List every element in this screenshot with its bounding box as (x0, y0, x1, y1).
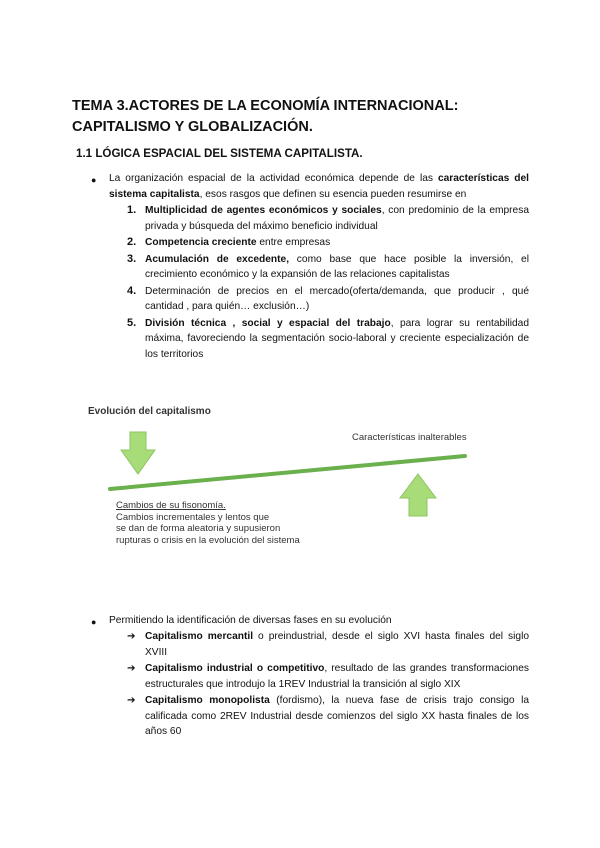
diagram-bottom-line: rupturas o crisis en la evolución del sistema (116, 534, 300, 546)
list-number: 3. (127, 252, 137, 265)
list-item (127, 661, 529, 692)
phases-intro: Permitiendo la identificación de diversas fases en su evolución (109, 615, 392, 626)
list-item (127, 252, 529, 283)
list-number: 5. (127, 316, 137, 329)
item-bold: Multiplicidad de agentes económicos y sociales (145, 205, 382, 216)
section-subtitle: 1.1 LÓGICA ESPACIAL DEL SISTEMA CAPITALISTA. (76, 147, 363, 160)
item-text: , resultado de las grandes transformaciones estructurales que introdujo la 1REV Industrial la transición al siglo XIX (145, 663, 529, 690)
list-item (127, 629, 529, 660)
item-text: , con predominio de la empresa privada y búsqueda del máximo beneficio individual (145, 205, 529, 232)
diagram-title: Evolución del capitalismo (88, 406, 211, 417)
list-item (127, 284, 529, 315)
list-number: 4. (127, 284, 137, 297)
arrow-icon: ➔ (127, 631, 136, 642)
diagram-bottom-line: Cambios incrementales y lentos que (116, 511, 270, 523)
item-text: Determinación de precios en el mercado(oferta/demanda, que producir , qué cantidad , para quién… exclusión…) (145, 285, 529, 312)
item-bold: Capitalismo industrial o competitivo (145, 663, 325, 674)
down-arrow-icon (121, 432, 155, 474)
arrow-icon: ➔ (127, 695, 136, 706)
arrow-icon: ➔ (127, 663, 136, 674)
list-number: 1. (127, 204, 137, 216)
characteristics-list (127, 203, 529, 363)
item-bold: Competencia creciente (145, 237, 257, 248)
list-item (127, 693, 529, 740)
intro-text: La organización espacial de la actividad económica depende de las (109, 173, 438, 184)
item-bold: Capitalismo mercantil (145, 631, 254, 642)
list-item (127, 235, 529, 251)
item-text: (fordismo), la nueva fase de crisis trajo consigo la calificada como 2REV Industrial desde comienzos del siglo XX hasta finales de los años 60 (145, 695, 529, 737)
list-item (127, 203, 529, 234)
item-text: como base que hace posible la inversión, el crecimiento económico y la expansión de las relaciones capitalistas (145, 253, 529, 280)
item-text: entre empresas (256, 237, 331, 248)
list-item (127, 316, 529, 363)
up-arrow-icon (400, 474, 436, 516)
intro-paragraph (109, 171, 529, 202)
list-number: 2. (127, 236, 137, 248)
diagram-bottom-head: Cambios de su fisonomía. (116, 500, 226, 511)
diagram-right-label: Características inalterables (352, 432, 467, 443)
bullet-icon: ● (91, 175, 97, 185)
intro-text-end: , esos rasgos que definen su esencia pueden resumirse en (199, 188, 467, 200)
item-bold: División técnica , social y espacial del trabajo (145, 317, 391, 329)
intro-bold: características del sistema capitalista (109, 173, 529, 200)
phases-list (127, 629, 529, 741)
item-bold: Acumulación de excedente, (145, 253, 290, 265)
item-bold: Capitalismo monopolista (145, 695, 270, 706)
diagram-bottom-label (116, 500, 346, 546)
item-text: o preindustrial, desde el siglo XVI hasta finales del siglo XVIII (145, 631, 529, 658)
page-title: TEMA 3.ACTORES DE LA ECONOMÍA INTERNACIONAL: CAPITALISMO Y GLOBALIZACIÓN. (72, 98, 459, 135)
bullet-icon: ● (91, 617, 97, 627)
item-text: , para lograr su rentabilidad máxima, favoreciendo la segmentación socio-laboral y creciente especialización de los territorios (145, 317, 529, 360)
diagram-bottom-line: se dan de forma aleatoria y supusieron (116, 523, 281, 534)
